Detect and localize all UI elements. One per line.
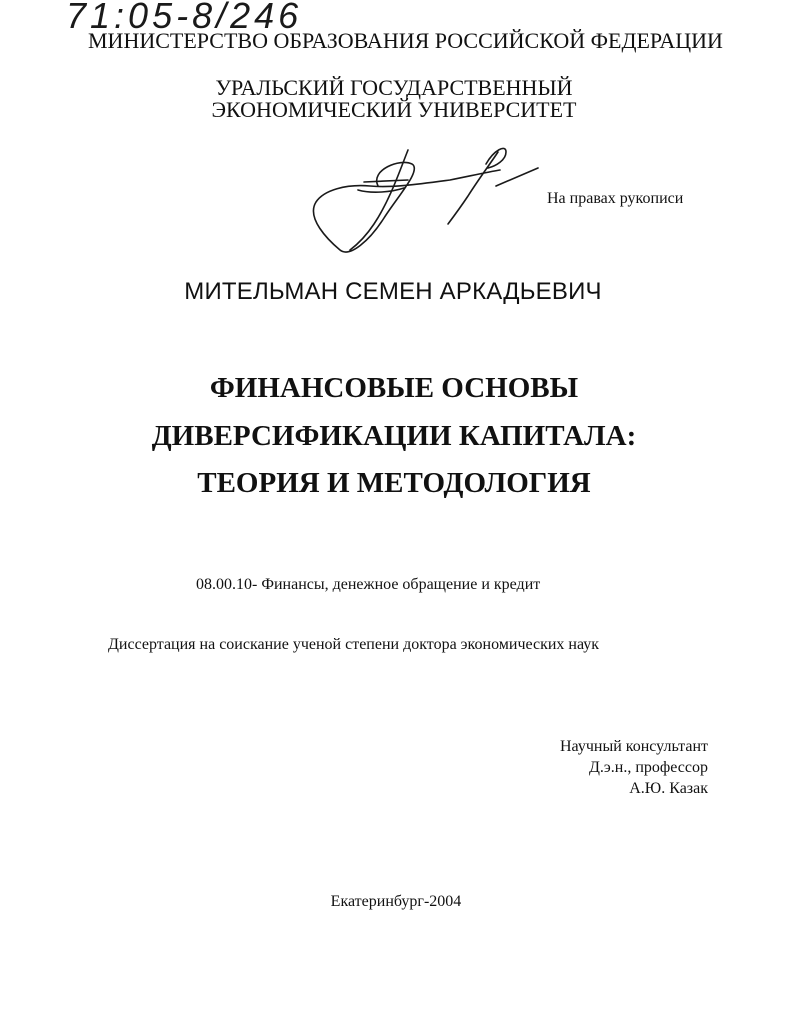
city-year: Екатеринбург-2004 xyxy=(330,893,462,910)
dissertation-title-line-2: ДИВЕРСИФИКАЦИИ КАПИТАЛА: xyxy=(151,420,637,452)
archive-number: 71:05-8/246 xyxy=(66,0,303,36)
consultant-degree: Д.э.н., профессор xyxy=(589,759,708,776)
consultant-name: А.Ю. Казак xyxy=(629,780,708,797)
dissertation-title-line-1: ФИНАНСОВЫЕ ОСНОВЫ xyxy=(209,372,579,404)
consultant-label: Научный консультант xyxy=(560,738,708,755)
manuscript-rights-note: На правах рукописи xyxy=(547,190,684,207)
dissertation-title-line-3: ТЕОРИЯ И МЕТОДОЛОГИЯ xyxy=(197,467,591,499)
author-name: МИТЕЛЬМАН СЕМЕН АРКАДЬЕВИЧ xyxy=(184,278,602,305)
handwritten-signature xyxy=(300,140,550,265)
university-line-1: УРАЛЬСКИЙ ГОСУДАРСТВЕННЫЙ xyxy=(215,75,573,100)
ministry-heading: МИНИСТЕРСТВО ОБРАЗОВАНИЯ РОССИЙСКОЙ ФЕДЕРАЦИИ xyxy=(88,28,723,53)
university-line-2: ЭКОНОМИЧЕСКИЙ УНИВЕРСИТЕТ xyxy=(211,97,577,122)
specialty-code: 08.00.10- Финансы, денежное обращение и кредит xyxy=(196,576,541,593)
degree-statement: Диссертация на соискание ученой степени доктора экономических наук xyxy=(108,636,600,653)
